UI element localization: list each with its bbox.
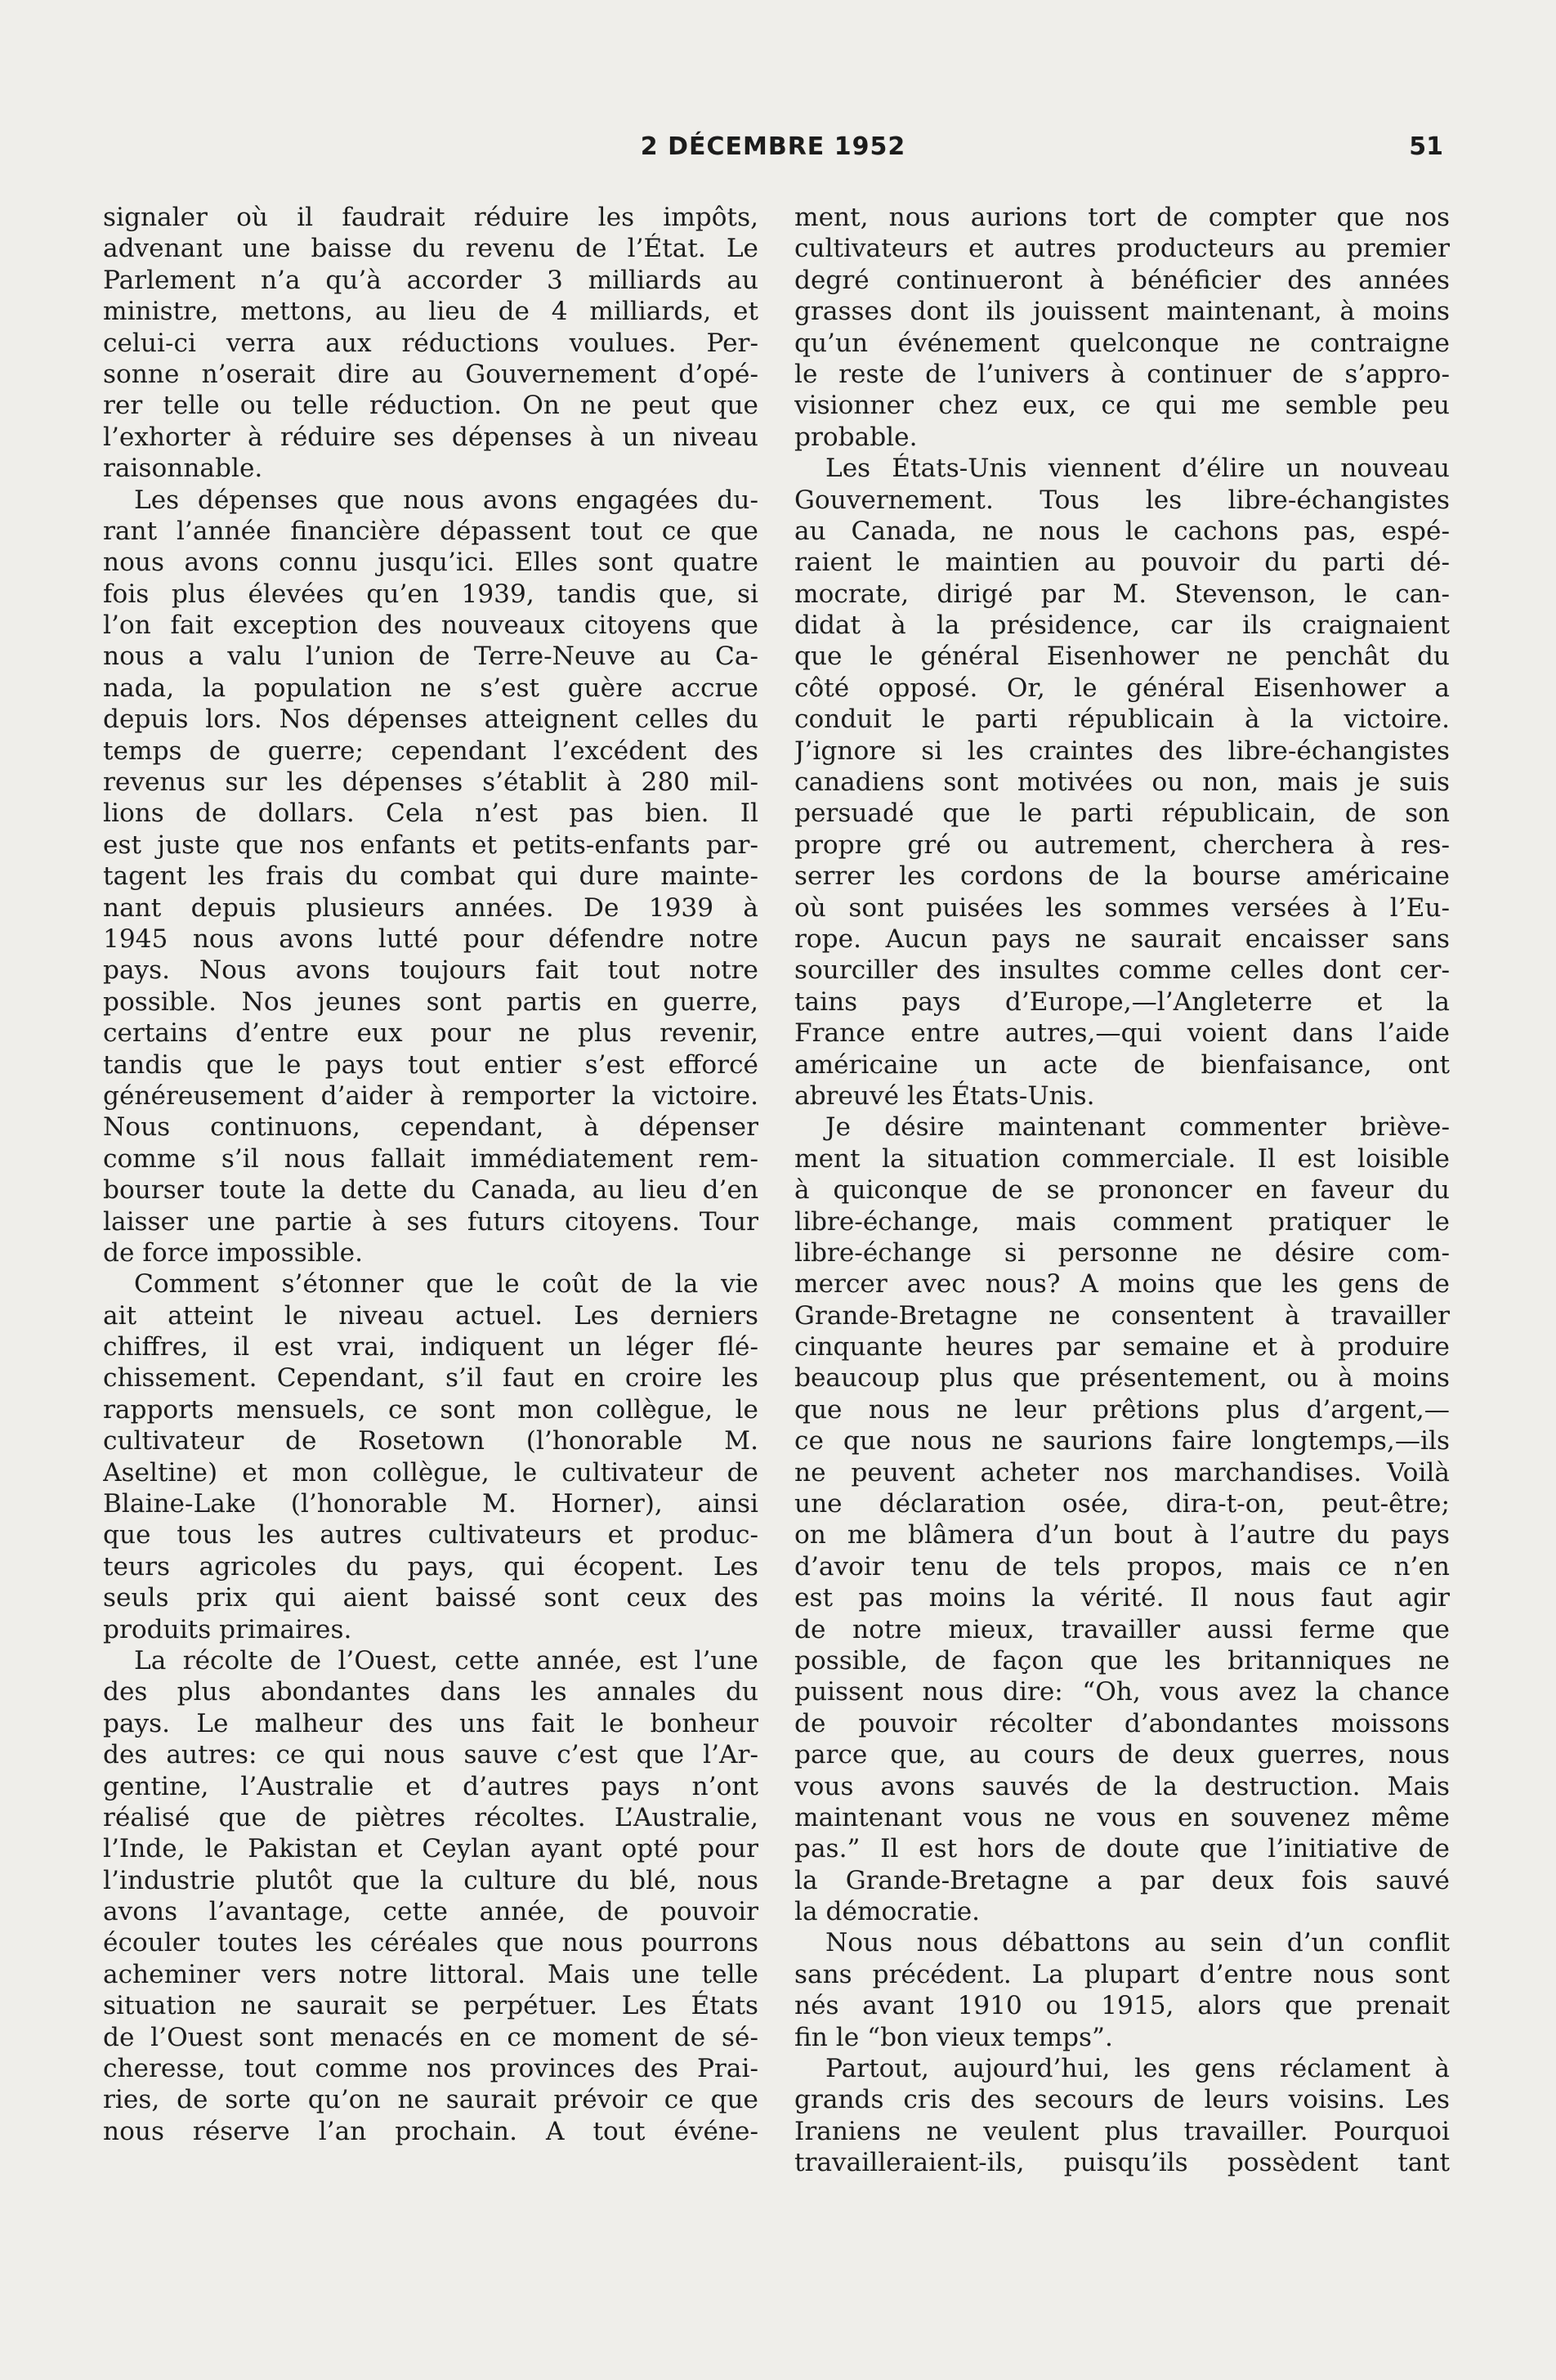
text-line: la démocratie. — [794, 1897, 981, 1927]
text-line: sonne n’oserait dire au Gouvernement d’opé- — [103, 359, 758, 389]
text-line: Je désire maintenant commenter briève- — [825, 1112, 1450, 1143]
text-line: l’exhorter à réduire ses dépenses à un niveau — [103, 422, 758, 452]
text-line: ministre, mettons, au lieu de 4 milliards, et — [103, 297, 758, 327]
text-line: ries, de sorte qu’on ne saurait prévoir ce que — [103, 2085, 758, 2115]
text-line: d’avoir tenu de tels propos, mais ce n’en — [794, 1551, 1450, 1581]
text-line: à quiconque de se prononcer en faveur du — [794, 1175, 1450, 1206]
text-line: celui-ci verra aux réductions voulues. Per- — [103, 328, 758, 358]
text-line: abreuvé les États-Unis. — [794, 1080, 1095, 1111]
text-line: conduit le parti républicain à la victoire. — [794, 705, 1450, 735]
text-line: de force impossible. — [103, 1237, 363, 1268]
text-line: rant l’année financière dépassent tout ce que — [103, 516, 758, 546]
text-line: possible. Nos jeunes sont partis en guerre, — [103, 986, 758, 1017]
text-line: situation ne saurait se perpétuer. Les États — [103, 1991, 758, 2021]
text-line: Iraniens ne veulent plus travailler. Pourquoi — [794, 2116, 1450, 2146]
text-line: beaucoup plus que présentement, ou à moins — [794, 1363, 1450, 1394]
right-column — [794, 202, 1450, 2179]
text-line: ment la situation commerciale. Il est loisible — [794, 1143, 1450, 1174]
text-line: avons l’avantage, cette année, de pouvoir — [103, 1897, 758, 1927]
text-line: de pouvoir récolter d’abondantes moissons — [794, 1708, 1450, 1738]
text-line: au Canada, ne nous le cachons pas, espé- — [794, 516, 1450, 546]
text-line: Nous nous débattons au sein d’un conflit — [825, 1928, 1450, 1958]
page-number: 51 — [1409, 132, 1443, 161]
text-line: libre-échange, mais comment pratiquer le — [794, 1206, 1450, 1237]
text-line: cultivateurs et autres producteurs au premier — [794, 234, 1450, 264]
text-line: nant depuis plusieurs années. De 1939 à — [103, 892, 758, 923]
text-line: travailleraient-ils, puisqu’ils possèdent tant — [794, 2148, 1450, 2178]
text-line: ait atteint le niveau actuel. Les derniers — [103, 1300, 758, 1331]
text-line: gentine, l’Australie et d’autres pays n’ont — [103, 1771, 758, 1801]
text-line: raient le maintien au pouvoir du parti dé- — [794, 548, 1450, 578]
text-line: mocrate, dirigé par M. Stevenson, le can- — [794, 579, 1450, 609]
left-column — [103, 202, 758, 2147]
text-line: écouler toutes les céréales que nous pourrons — [103, 1928, 758, 1958]
text-line: produits primaires. — [103, 1614, 352, 1644]
text-line: est pas moins la vérité. Il nous faut agir — [794, 1583, 1450, 1613]
text-line: Nous continuons, cependant, à dépenser — [103, 1112, 758, 1143]
text-line: la Grande-Bretagne a par deux fois sauvé — [794, 1865, 1450, 1895]
text-line: parce que, au cours de deux guerres, nous — [794, 1740, 1450, 1770]
text-line: canadiens sont motivées ou non, mais je suis — [794, 767, 1450, 798]
text-line: J’ignore si les craintes des libre-échangistes — [794, 736, 1450, 766]
text-line: revenus sur les dépenses s’établit à 280 mil- — [103, 767, 758, 798]
text-line: comme s’il nous fallait immédiatement rem- — [103, 1143, 758, 1174]
text-line: Aseltine) et mon collègue, le cultivateur de — [103, 1457, 758, 1488]
text-line: visionner chez eux, ce qui me semble peu — [794, 391, 1450, 421]
text-line: de l’Ouest sont menacés en ce moment de sé- — [103, 2022, 758, 2052]
text-line: ment, nous aurions tort de compter que nos — [794, 203, 1450, 232]
text-line: l’Inde, le Pakistan et Ceylan ayant opté pour — [103, 1834, 758, 1864]
text-line: généreusement d’aider à remporter la victoire. — [103, 1080, 758, 1111]
text-line: 1945 nous avons lutté pour défendre notre — [103, 924, 758, 954]
text-line: tandis que le pays tout entier s’est efforcé — [103, 1049, 758, 1080]
text-line: temps de guerre; cependant l’excédent des — [103, 736, 758, 766]
text-line: ne peuvent acheter nos marchandises. Voilà — [794, 1457, 1450, 1488]
text-line: serrer les cordons de la bourse américaine — [794, 861, 1450, 892]
text-line: cheresse, tout comme nos provinces des Prai- — [103, 2054, 758, 2084]
text-line: pays. Nous avons toujours fait tout notre — [103, 955, 758, 986]
text-line: raisonnable. — [103, 454, 263, 484]
text-line: lions de dollars. Cela n’est pas bien. Il — [103, 799, 758, 829]
text-line: tagent les frais du combat qui dure mainte- — [103, 861, 758, 892]
text-line: ce que nous ne saurions faire longtemps,—ils — [794, 1426, 1450, 1456]
text-line: puissent nous dire: “Oh, vous avez la chance — [794, 1677, 1450, 1707]
text-line: grands cris des secours de leurs voisins. Les — [794, 2085, 1450, 2115]
text-line: nés avant 1910 ou 1915, alors que prenait — [794, 1991, 1450, 2021]
text-line: signaler où il faudrait réduire les impôts, — [103, 203, 758, 232]
text-line: l’industrie plutôt que la culture du blé, nous — [103, 1865, 758, 1895]
text-line: chiffres, il est vrai, indiquent un léger flé- — [103, 1332, 758, 1362]
text-line: Comment s’étonner que le coût de la vie — [134, 1269, 758, 1300]
text-line: est juste que nos enfants et petits-enfants par- — [103, 830, 758, 860]
header-date: 2 DÉCEMBRE 1952 — [640, 132, 906, 161]
text-line: propre gré ou autrement, cherchera à res- — [794, 830, 1450, 860]
text-line: persuadé que le parti républicain, de son — [794, 799, 1450, 829]
text-line: seuls prix qui aient baissé sont ceux des — [103, 1583, 758, 1613]
text-line: cinquante heures par semaine et à produire — [794, 1332, 1450, 1362]
text-line: réalisé que de piètres récoltes. L’Australie, — [103, 1802, 758, 1832]
text-line: côté opposé. Or, le général Eisenhower a — [794, 673, 1450, 703]
text-line: certains d’entre eux pour ne plus revenir, — [103, 1018, 758, 1049]
page-header — [103, 132, 1443, 165]
text-line: tains pays d’Europe,—l’Angleterre et la — [794, 986, 1450, 1017]
text-line: des autres: ce qui nous sauve c’est que l’Ar- — [103, 1740, 758, 1770]
text-line: cultivateur de Rosetown (l’honorable M. — [103, 1426, 758, 1456]
text-line: que nous ne leur prêtions plus d’argent,— — [794, 1394, 1450, 1425]
text-line: rer telle ou telle réduction. On ne peut que — [103, 391, 758, 421]
text-line: le reste de l’univers à continuer de s’appro- — [794, 359, 1450, 389]
text-line: pas.” Il est hors de doute que l’initiative de — [794, 1834, 1450, 1864]
text-line: que tous les autres cultivateurs et produc- — [103, 1520, 758, 1550]
text-line: depuis lors. Nos dépenses atteignent celles du — [103, 705, 758, 735]
text-line: maintenant vous ne vous en souvenez même — [794, 1802, 1450, 1832]
text-line: probable. — [794, 422, 918, 452]
text-line: vous avons sauvés de la destruction. Mais — [794, 1771, 1450, 1801]
text-line: possible, de façon que les britanniques ne — [794, 1645, 1450, 1675]
text-line: acheminer vers notre littoral. Mais une telle — [103, 1959, 758, 1989]
text-line: grasses dont ils jouissent maintenant, à moins — [794, 297, 1450, 327]
text-line: La récolte de l’Ouest, cette année, est l’une — [134, 1645, 758, 1675]
text-line: de notre mieux, travailler aussi ferme que — [794, 1614, 1450, 1644]
text-line: rope. Aucun pays ne saurait encaisser sans — [794, 924, 1450, 954]
text-line: pays. Le malheur des uns fait le bonheur — [103, 1708, 758, 1738]
text-line: Partout, aujourd’hui, les gens réclament à — [825, 2054, 1450, 2084]
text-line: mercer avec nous? A moins que les gens de — [794, 1269, 1450, 1300]
text-line: rapports mensuels, ce sont mon collègue, le — [103, 1394, 758, 1425]
text-line: advenant une baisse du revenu de l’État. Le — [103, 234, 758, 264]
text-line: bourser toute la dette du Canada, au lieu d’en — [103, 1175, 758, 1206]
text-line: Gouvernement. Tous les libre-échangistes — [794, 485, 1450, 515]
text-line: nous réserve l’an prochain. A tout événe- — [103, 2116, 758, 2146]
text-line: américaine un acte de bienfaisance, ont — [794, 1049, 1450, 1080]
text-line: Grande-Bretagne ne consentent à travailler — [794, 1300, 1450, 1331]
text-line: France entre autres,—qui voient dans l’aide — [794, 1018, 1450, 1049]
text-line: que le général Eisenhower ne penchât du — [794, 642, 1450, 672]
text-line: on me blâmera d’un bout à l’autre du pays — [794, 1520, 1450, 1550]
text-line: nada, la population ne s’est guère accrue — [103, 673, 758, 703]
text-line: nous avons connu jusqu’ici. Elles sont quatre — [103, 548, 758, 578]
text-line: sans précédent. La plupart d’entre nous sont — [794, 1959, 1450, 1989]
text-line: degré continueront à bénéficier des années — [794, 265, 1450, 295]
text-line: teurs agricoles du pays, qui écopent. Les — [103, 1551, 758, 1581]
text-line: fin le “bon vieux temps”. — [794, 2022, 1113, 2052]
text-line: où sont puisées les sommes versées à l’Eu- — [794, 892, 1450, 923]
text-line: l’on fait exception des nouveaux citoyens que — [103, 611, 758, 641]
text-line: nous a valu l’union de Terre-Neuve au Ca- — [103, 642, 758, 672]
text-line: Les dépenses que nous avons engagées du- — [134, 485, 758, 515]
text-line: didat à la présidence, car ils craignaient — [794, 611, 1450, 641]
text-line: Blaine-Lake (l’honorable M. Horner), ainsi — [103, 1489, 758, 1519]
text-line: libre-échange si personne ne désire com- — [794, 1237, 1450, 1268]
text-line: une déclaration osée, dira-t-on, peut-être; — [794, 1489, 1450, 1519]
text-line: Parlement n’a qu’à accorder 3 milliards au — [103, 265, 758, 295]
text-line: des plus abondantes dans les annales du — [103, 1677, 758, 1707]
text-line: laisser une partie à ses futurs citoyens. Tour — [103, 1206, 758, 1237]
text-line: sourciller des insultes comme celles dont cer- — [794, 955, 1450, 986]
text-line: qu’un événement quelconque ne contraigne — [794, 328, 1450, 358]
text-line: chissement. Cependant, s’il faut en croire les — [103, 1363, 758, 1394]
text-line: fois plus élevées qu’en 1939, tandis que, si — [103, 579, 758, 609]
text-line: Les États-Unis viennent d’élire un nouveau — [825, 454, 1450, 484]
